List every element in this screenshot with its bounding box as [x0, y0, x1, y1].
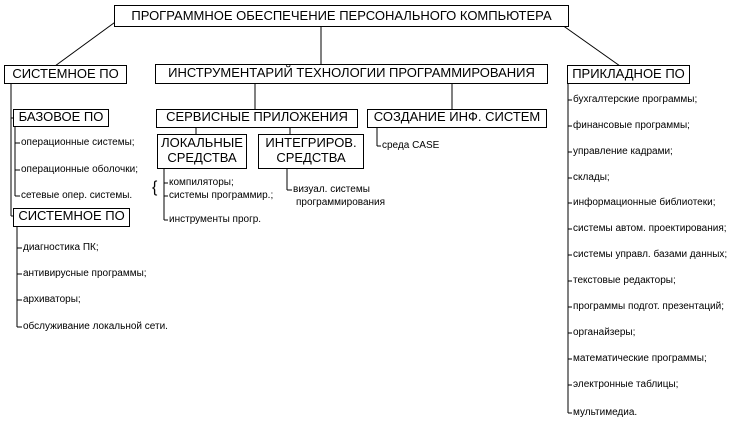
base-item: операционные оболочки;	[21, 164, 138, 175]
brace-symbol: {	[152, 179, 158, 196]
integrated-tools-node	[258, 134, 364, 169]
applied-item: математические программы;	[573, 353, 707, 364]
local-tools-line2: СРЕДСТВА	[167, 149, 237, 165]
integrated-item: визуал. системы	[293, 184, 370, 195]
applied-item: системы автом. проектирования;	[573, 223, 727, 234]
service-item: антивирусные программы;	[23, 268, 147, 279]
root-node: ПРОГРАММНОЕ ОБЕСПЕЧЕНИЕ ПЕРСОНАЛЬНОГО КОМПЬЮТЕРА	[114, 5, 569, 27]
system-service-node: СИСТЕМНОЕ ПО	[13, 208, 130, 227]
applied-item: системы управл. базами данных;	[573, 249, 728, 260]
local-item: системы программир.;	[169, 190, 274, 201]
applied-item: мультимедиа.	[573, 407, 638, 418]
service-item: обслуживание локальной сети.	[23, 321, 168, 332]
applied-software-node: ПРИКЛАДНОЕ ПО	[567, 65, 690, 84]
applied-item: текстовые редакторы;	[573, 275, 676, 286]
applied-item: склады;	[573, 172, 610, 183]
applied-item: программы подгот. презентаций;	[573, 301, 724, 312]
create-item: среда CASE	[382, 140, 440, 151]
integrated-tools-line1: ИНТЕГРИРОВ.	[265, 135, 357, 150]
service-item: диагностика ПК;	[23, 242, 99, 253]
applied-item: электронные таблицы;	[573, 379, 679, 390]
local-item: инструменты прогр.	[169, 214, 262, 225]
applied-item: финансовые программы;	[573, 120, 690, 131]
service-apps-node: СЕРВИСНЫЕ ПРИЛОЖЕНИЯ	[156, 109, 358, 128]
service-item: архиваторы;	[23, 294, 81, 305]
create-systems-node: СОЗДАНИЕ ИНФ. СИСТЕМ	[367, 109, 547, 128]
local-item: компиляторы;	[169, 177, 234, 188]
base-software-node: БАЗОВОЕ ПО	[13, 109, 109, 127]
programming-tools-node: ИНСТРУМЕНТАРИЙ ТЕХНОЛОГИИ ПРОГРАММИРОВАНИЯ	[155, 64, 548, 84]
integrated-item: программирования	[296, 197, 386, 208]
local-tools-node	[157, 134, 247, 169]
applied-item: органайзеры;	[573, 327, 636, 338]
applied-item: бухгалтерские программы;	[573, 94, 698, 105]
local-tools-line1: ЛОКАЛЬНЫЕ	[161, 135, 243, 150]
base-item: операционные системы;	[21, 137, 135, 148]
base-item: сетевые опер. системы.	[21, 190, 133, 201]
applied-item: управление кадрами;	[573, 146, 673, 157]
system-software-node: СИСТЕМНОЕ ПО	[4, 65, 127, 84]
integrated-tools-line2: СРЕДСТВА	[276, 149, 346, 165]
applied-item: информационные библиотеки;	[573, 197, 716, 208]
